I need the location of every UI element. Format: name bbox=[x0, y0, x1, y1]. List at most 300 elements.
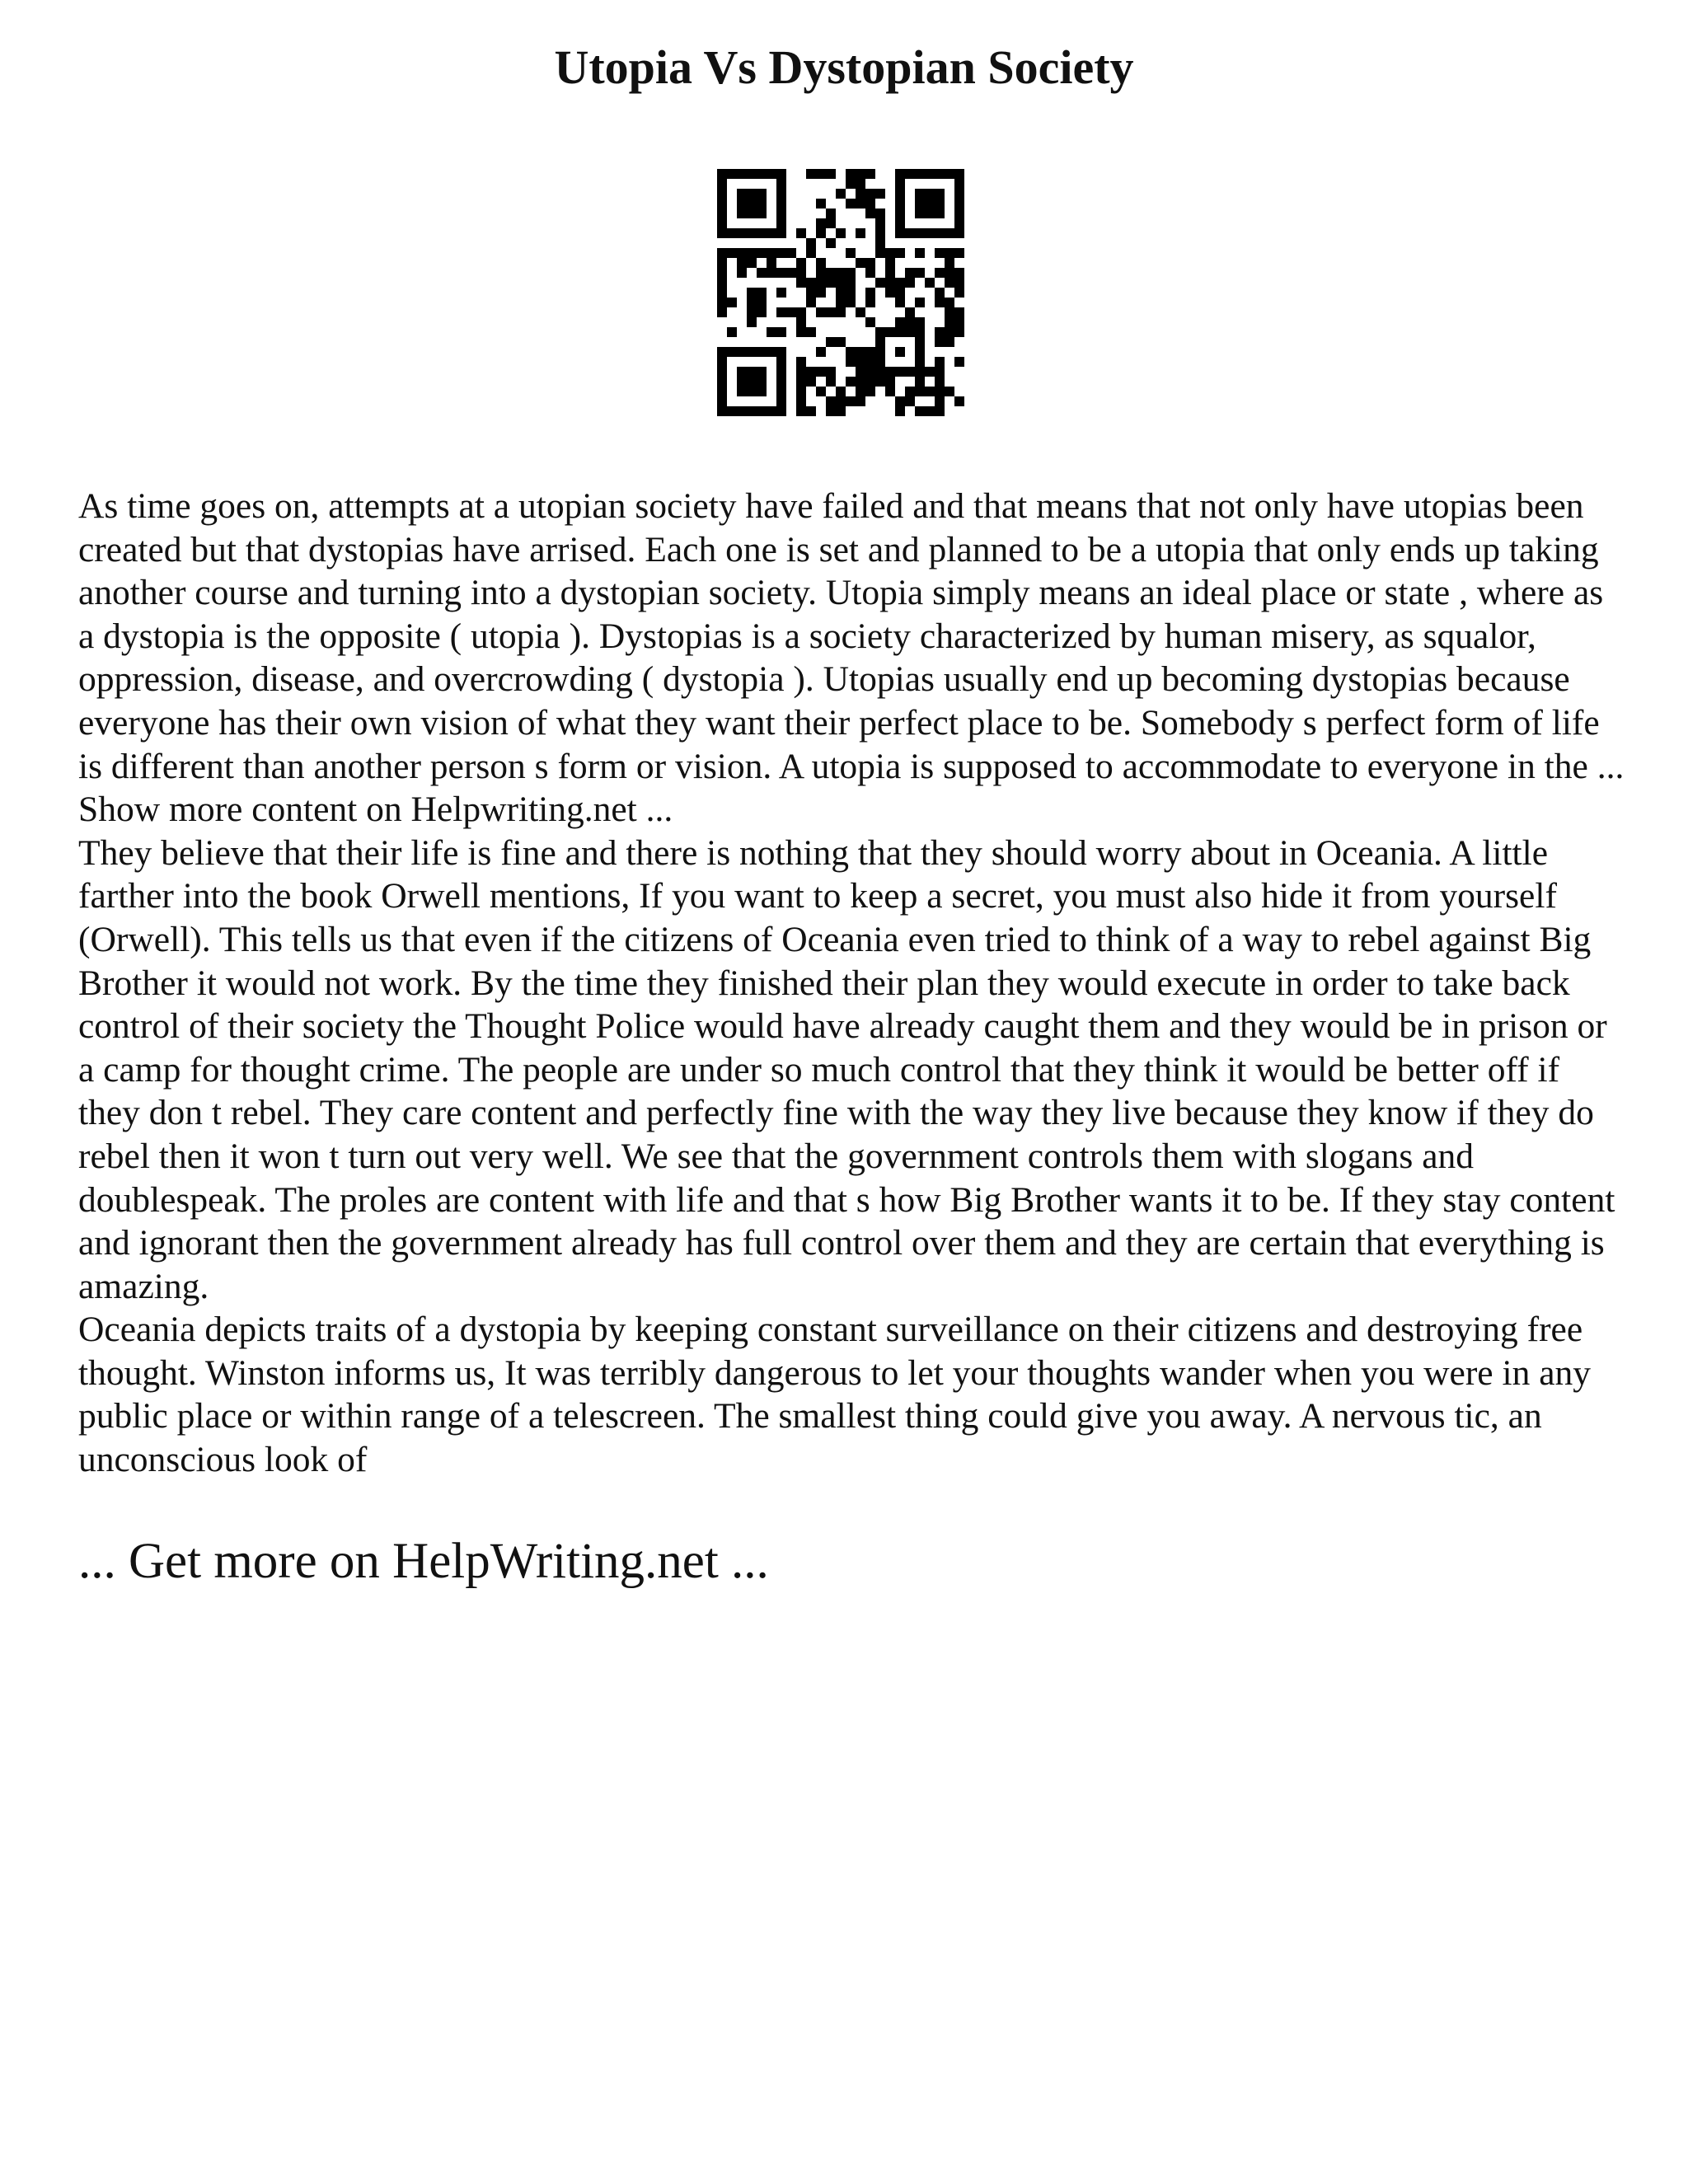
qr-module bbox=[826, 278, 836, 288]
qr-module bbox=[727, 298, 737, 307]
qr-module bbox=[776, 377, 786, 387]
qr-module bbox=[885, 327, 895, 337]
qr-module bbox=[915, 189, 925, 199]
qr-module bbox=[856, 367, 865, 377]
qr-module bbox=[856, 228, 865, 238]
qr-module bbox=[717, 228, 727, 238]
qr-module bbox=[905, 268, 915, 278]
qr-module bbox=[767, 327, 776, 337]
qr-module bbox=[846, 268, 856, 278]
qr-module bbox=[895, 327, 905, 337]
qr-module bbox=[935, 406, 945, 416]
qr-module bbox=[747, 189, 757, 199]
qr-module bbox=[925, 278, 935, 288]
qr-module bbox=[776, 347, 786, 357]
qr-module bbox=[895, 189, 905, 199]
qr-module bbox=[935, 377, 945, 387]
qr-module bbox=[796, 357, 806, 367]
qr-module bbox=[875, 347, 885, 357]
qr-module bbox=[757, 406, 767, 416]
qr-module bbox=[856, 307, 865, 317]
qr-module bbox=[767, 406, 776, 416]
qr-module bbox=[816, 268, 826, 278]
qr-module bbox=[905, 387, 915, 396]
qr-module bbox=[865, 357, 875, 367]
qr-module bbox=[856, 189, 865, 199]
qr-module bbox=[925, 367, 935, 377]
qr-module bbox=[915, 377, 925, 387]
qr-module bbox=[776, 396, 786, 406]
qr-module bbox=[757, 169, 767, 179]
qr-module bbox=[727, 169, 737, 179]
qr-module bbox=[954, 307, 964, 317]
qr-module bbox=[865, 199, 875, 209]
qr-module bbox=[925, 387, 935, 396]
qr-module bbox=[776, 288, 786, 298]
qr-module bbox=[846, 347, 856, 357]
qr-module bbox=[776, 268, 786, 278]
qr-module bbox=[905, 307, 915, 317]
qr-module bbox=[717, 406, 727, 416]
qr-module bbox=[737, 189, 747, 199]
qr-module bbox=[776, 199, 786, 209]
qr-module bbox=[885, 258, 895, 268]
qr-module bbox=[796, 258, 806, 268]
qr-module bbox=[767, 248, 776, 258]
qr-module bbox=[905, 228, 915, 238]
qr-module bbox=[945, 169, 954, 179]
qr-module bbox=[757, 377, 767, 387]
qr-module bbox=[856, 199, 865, 209]
qr-module bbox=[796, 268, 806, 278]
qr-module bbox=[846, 396, 856, 406]
qr-module bbox=[905, 396, 915, 406]
qr-module bbox=[875, 357, 885, 367]
qr-module bbox=[796, 327, 806, 337]
qr-module bbox=[717, 307, 727, 317]
qr-module bbox=[786, 268, 796, 278]
qr-module bbox=[836, 298, 846, 307]
qr-module bbox=[776, 218, 786, 228]
paragraph-2: They believe that their life is fine and there is nothing that they should worry about in Oceania. A little farther into the book Orwell mentions, If you want to keep a secret, you must also hide it from yourself (Orwell). This tells us that even if the citizens of Oceania even tried to think of a way to rebel against Big Brother it would not work. By the time they finished their plan they would execute in order to take back control of their society the Thought Police would have already caught them and they would be in prison or a camp for thought crime. The people are under so much control that they think it would be better off if they don t rebel. They care content and perfectly fine with the way they live because they know if they do rebel then it won t turn out very well. We see that the government controls them with slogans and doublespeak. The proles are content with life and that s how Big Brother wants it to be. If they stay content and ignorant then the government already has full control over them and they are certain that everything is amazing. bbox=[78, 832, 1615, 1306]
qr-module bbox=[846, 179, 856, 189]
qr-module bbox=[747, 248, 757, 258]
qr-module bbox=[856, 347, 865, 357]
qr-module bbox=[915, 298, 925, 307]
qr-module bbox=[727, 406, 737, 416]
qr-module bbox=[895, 396, 905, 406]
qr-module bbox=[865, 268, 875, 278]
qr-module bbox=[737, 199, 747, 209]
qr-module bbox=[717, 179, 727, 189]
qr-module bbox=[737, 367, 747, 377]
qr-module bbox=[846, 248, 856, 258]
qr-module bbox=[875, 327, 885, 337]
qr-module bbox=[905, 278, 915, 288]
qr-module bbox=[846, 357, 856, 367]
qr-module bbox=[776, 248, 786, 258]
qr-module bbox=[717, 278, 727, 288]
qr-module bbox=[767, 268, 776, 278]
qr-module bbox=[776, 228, 786, 238]
qr-module bbox=[925, 209, 935, 218]
qr-module bbox=[945, 258, 954, 268]
qr-module bbox=[836, 307, 846, 317]
qr-module bbox=[816, 347, 826, 357]
qr-module bbox=[717, 377, 727, 387]
qr-module bbox=[885, 387, 895, 396]
qr-module bbox=[836, 387, 846, 396]
qr-module bbox=[717, 248, 727, 258]
qr-module bbox=[895, 278, 905, 288]
qr-module bbox=[826, 396, 836, 406]
qr-module bbox=[717, 357, 727, 367]
qr-module bbox=[826, 238, 836, 248]
qr-module bbox=[945, 337, 954, 347]
qr-module bbox=[717, 218, 727, 228]
qr-module bbox=[747, 317, 757, 327]
qr-module bbox=[717, 288, 727, 298]
qr-module bbox=[905, 327, 915, 337]
qr-module bbox=[836, 396, 846, 406]
qr-module bbox=[796, 228, 806, 238]
qr-module bbox=[816, 387, 826, 396]
qr-module bbox=[925, 169, 935, 179]
qr-module bbox=[767, 169, 776, 179]
qr-module bbox=[905, 317, 915, 327]
qr-module bbox=[915, 228, 925, 238]
qr-module bbox=[954, 327, 964, 337]
qr-module bbox=[954, 278, 964, 288]
qr-module bbox=[954, 357, 964, 367]
qr-module bbox=[826, 268, 836, 278]
qr-module bbox=[954, 179, 964, 189]
qr-module bbox=[865, 298, 875, 307]
qr-module bbox=[935, 248, 945, 258]
qr-module bbox=[747, 406, 757, 416]
qr-module bbox=[865, 169, 875, 179]
qr-module bbox=[796, 307, 806, 317]
qr-module bbox=[915, 268, 925, 278]
qr-module bbox=[757, 298, 767, 307]
qr-module bbox=[806, 367, 816, 377]
qr-module bbox=[796, 367, 806, 377]
qr-module bbox=[945, 228, 954, 238]
qr-module bbox=[757, 288, 767, 298]
qr-module bbox=[885, 377, 895, 387]
qr-module bbox=[856, 377, 865, 387]
qr-module bbox=[885, 367, 895, 377]
qr-module bbox=[856, 387, 865, 396]
qr-module bbox=[796, 317, 806, 327]
qr-module bbox=[945, 248, 954, 258]
qr-module bbox=[865, 317, 875, 327]
qr-module bbox=[935, 209, 945, 218]
qr-module bbox=[915, 367, 925, 377]
page-title: Utopia Vs Dystopian Society bbox=[554, 40, 1134, 94]
qr-module bbox=[767, 347, 776, 357]
qr-module bbox=[806, 377, 816, 387]
qr-module bbox=[935, 228, 945, 238]
qr-module bbox=[875, 228, 885, 238]
qr-module bbox=[757, 307, 767, 317]
qr-module bbox=[826, 367, 836, 377]
qr-module bbox=[776, 387, 786, 396]
qr-module bbox=[865, 347, 875, 357]
qr-module bbox=[915, 337, 925, 347]
qr-module bbox=[895, 228, 905, 238]
qr-module bbox=[776, 169, 786, 179]
qr-module bbox=[757, 189, 767, 199]
qr-module bbox=[915, 248, 925, 258]
qr-module bbox=[717, 199, 727, 209]
qr-module bbox=[826, 406, 836, 416]
qr-module bbox=[865, 387, 875, 396]
qr-module bbox=[737, 248, 747, 258]
qr-module bbox=[806, 406, 816, 416]
qr-module bbox=[727, 347, 737, 357]
qr-module bbox=[935, 387, 945, 396]
qr-module bbox=[796, 406, 806, 416]
qr-module bbox=[737, 209, 747, 218]
qr-module bbox=[747, 307, 757, 317]
qr-module bbox=[826, 169, 836, 179]
qr-module bbox=[836, 278, 846, 288]
qr-module bbox=[717, 367, 727, 377]
qr-module bbox=[836, 189, 846, 199]
qr-module bbox=[816, 307, 826, 317]
qr-module bbox=[915, 317, 925, 327]
qr-module bbox=[747, 288, 757, 298]
qr-module bbox=[954, 228, 964, 238]
qr-module bbox=[945, 387, 954, 396]
qr-module bbox=[826, 337, 836, 347]
qr-module bbox=[925, 406, 935, 416]
qr-module bbox=[737, 228, 747, 238]
qr-module bbox=[757, 228, 767, 238]
qr-module bbox=[776, 327, 786, 337]
qr-module bbox=[816, 258, 826, 268]
qr-module bbox=[727, 248, 737, 258]
qr-module bbox=[717, 298, 727, 307]
qr-module bbox=[865, 189, 875, 199]
qr-module bbox=[796, 387, 806, 396]
qr-module bbox=[895, 169, 905, 179]
qr-module bbox=[895, 406, 905, 416]
qr-module bbox=[895, 298, 905, 307]
qr-module bbox=[747, 169, 757, 179]
qr-module bbox=[954, 189, 964, 199]
qr-module bbox=[925, 199, 935, 209]
qr-module bbox=[816, 218, 826, 228]
qr-module bbox=[856, 258, 865, 268]
qr-module bbox=[747, 298, 757, 307]
qr-module bbox=[865, 258, 875, 268]
qr-module bbox=[816, 367, 826, 377]
qr-module bbox=[806, 169, 816, 179]
qr-module bbox=[895, 367, 905, 377]
qr-module bbox=[945, 268, 954, 278]
qr-module bbox=[767, 258, 776, 268]
qr-module bbox=[915, 357, 925, 367]
article-body bbox=[78, 485, 1628, 1482]
qr-module bbox=[727, 228, 737, 238]
qr-module bbox=[856, 396, 865, 406]
qr-module bbox=[846, 199, 856, 209]
qr-module bbox=[905, 169, 915, 179]
qr-module bbox=[816, 288, 826, 298]
qr-module bbox=[816, 228, 826, 238]
qr-module bbox=[856, 357, 865, 367]
qr-module bbox=[925, 189, 935, 199]
qr-module bbox=[856, 179, 865, 189]
qr-module bbox=[954, 317, 964, 327]
qr-module bbox=[954, 199, 964, 209]
qr-module bbox=[915, 347, 925, 357]
qr-module bbox=[895, 179, 905, 189]
qr-module bbox=[875, 278, 885, 288]
qr-module bbox=[836, 337, 846, 347]
qr-module bbox=[836, 406, 846, 416]
qr-module bbox=[935, 288, 945, 298]
qr-module bbox=[717, 387, 727, 396]
qr-module bbox=[776, 367, 786, 377]
qr-module bbox=[885, 268, 895, 278]
qr-module bbox=[747, 387, 757, 396]
qr-module bbox=[846, 169, 856, 179]
qr-module bbox=[776, 179, 786, 189]
qr-module bbox=[875, 218, 885, 228]
qr-module bbox=[776, 307, 786, 317]
qr-module bbox=[945, 317, 954, 327]
qr-module bbox=[757, 209, 767, 218]
qr-module bbox=[806, 327, 816, 337]
qr-module bbox=[935, 189, 945, 199]
qr-module bbox=[717, 347, 727, 357]
qr-module bbox=[895, 347, 905, 357]
qr-module bbox=[717, 258, 727, 268]
qr-module bbox=[875, 209, 885, 218]
qr-module bbox=[925, 228, 935, 238]
qr-module bbox=[846, 298, 856, 307]
qr-module bbox=[776, 209, 786, 218]
qr-module bbox=[816, 199, 826, 209]
qr-module bbox=[836, 228, 846, 238]
qr-module bbox=[757, 367, 767, 377]
qr-module bbox=[895, 248, 905, 258]
qr-module bbox=[895, 317, 905, 327]
qr-module bbox=[885, 248, 895, 258]
qr-module bbox=[895, 199, 905, 209]
qr-module bbox=[767, 228, 776, 238]
qr-module bbox=[806, 278, 816, 288]
qr-module bbox=[757, 248, 767, 258]
qr-module bbox=[796, 396, 806, 406]
qr-module bbox=[895, 288, 905, 298]
qr-module bbox=[875, 189, 885, 199]
qr-module bbox=[865, 377, 875, 387]
qr-module bbox=[757, 268, 767, 278]
qr-module bbox=[727, 327, 737, 337]
qr-module bbox=[954, 396, 964, 406]
qr-module bbox=[935, 357, 945, 367]
qr-module bbox=[915, 199, 925, 209]
qr-module bbox=[747, 367, 757, 377]
qr-module bbox=[747, 228, 757, 238]
qr-module bbox=[875, 367, 885, 377]
qr-module bbox=[747, 347, 757, 357]
qr-module bbox=[806, 298, 816, 307]
qr-code-icon bbox=[717, 169, 964, 416]
qr-module bbox=[786, 248, 796, 258]
qr-module bbox=[717, 189, 727, 199]
qr-module bbox=[846, 377, 856, 387]
qr-module bbox=[954, 169, 964, 179]
qr-module bbox=[865, 288, 875, 298]
qr-module bbox=[945, 307, 954, 317]
qr-module bbox=[865, 367, 875, 377]
qr-module bbox=[757, 347, 767, 357]
qr-module bbox=[737, 406, 747, 416]
qr-module bbox=[905, 367, 915, 377]
qr-module bbox=[915, 406, 925, 416]
qr-module bbox=[915, 387, 925, 396]
qr-module bbox=[954, 288, 964, 298]
qr-module bbox=[747, 199, 757, 209]
qr-module bbox=[885, 278, 895, 288]
qr-module bbox=[826, 209, 836, 218]
qr-module bbox=[796, 278, 806, 288]
qr-module bbox=[826, 377, 836, 387]
paragraph-3: Oceania depicts traits of a dystopia by keeping constant surveillance on their citizens and destroying free thought. Winston informs us, It was terribly dangerous to let your thoughts wander when you were in any public place or within range of a telescreen. The smallest thing could give you away. A nervous tic, an unconscious look of bbox=[78, 1310, 1592, 1480]
qr-module bbox=[915, 169, 925, 179]
qr-module bbox=[806, 238, 816, 248]
qr-module bbox=[737, 377, 747, 387]
qr-module bbox=[935, 396, 945, 406]
qr-module bbox=[954, 209, 964, 218]
get-more-link[interactable]: ... Get more on HelpWriting.net ... bbox=[78, 1534, 769, 1589]
qr-module bbox=[776, 357, 786, 367]
qr-module bbox=[717, 169, 727, 179]
qr-module bbox=[935, 327, 945, 337]
qr-module bbox=[826, 218, 836, 228]
qr-module bbox=[717, 396, 727, 406]
qr-module bbox=[816, 169, 826, 179]
qr-module bbox=[737, 347, 747, 357]
qr-module bbox=[856, 169, 865, 179]
qr-module bbox=[806, 248, 816, 258]
qr-module bbox=[786, 307, 796, 317]
qr-module bbox=[935, 268, 945, 278]
qr-module bbox=[836, 288, 846, 298]
qr-module bbox=[945, 327, 954, 337]
qr-module bbox=[945, 298, 954, 307]
qr-module bbox=[935, 337, 945, 347]
qr-module bbox=[747, 209, 757, 218]
qr-module bbox=[806, 288, 816, 298]
qr-module bbox=[737, 268, 747, 278]
qr-module bbox=[875, 337, 885, 347]
qr-module bbox=[757, 199, 767, 209]
qr-module bbox=[826, 307, 836, 317]
qr-module bbox=[954, 218, 964, 228]
qr-module bbox=[737, 387, 747, 396]
qr-module bbox=[737, 258, 747, 268]
qr-module bbox=[747, 258, 757, 268]
qr-module bbox=[935, 199, 945, 209]
qr-module bbox=[846, 278, 856, 288]
qr-module bbox=[717, 209, 727, 218]
